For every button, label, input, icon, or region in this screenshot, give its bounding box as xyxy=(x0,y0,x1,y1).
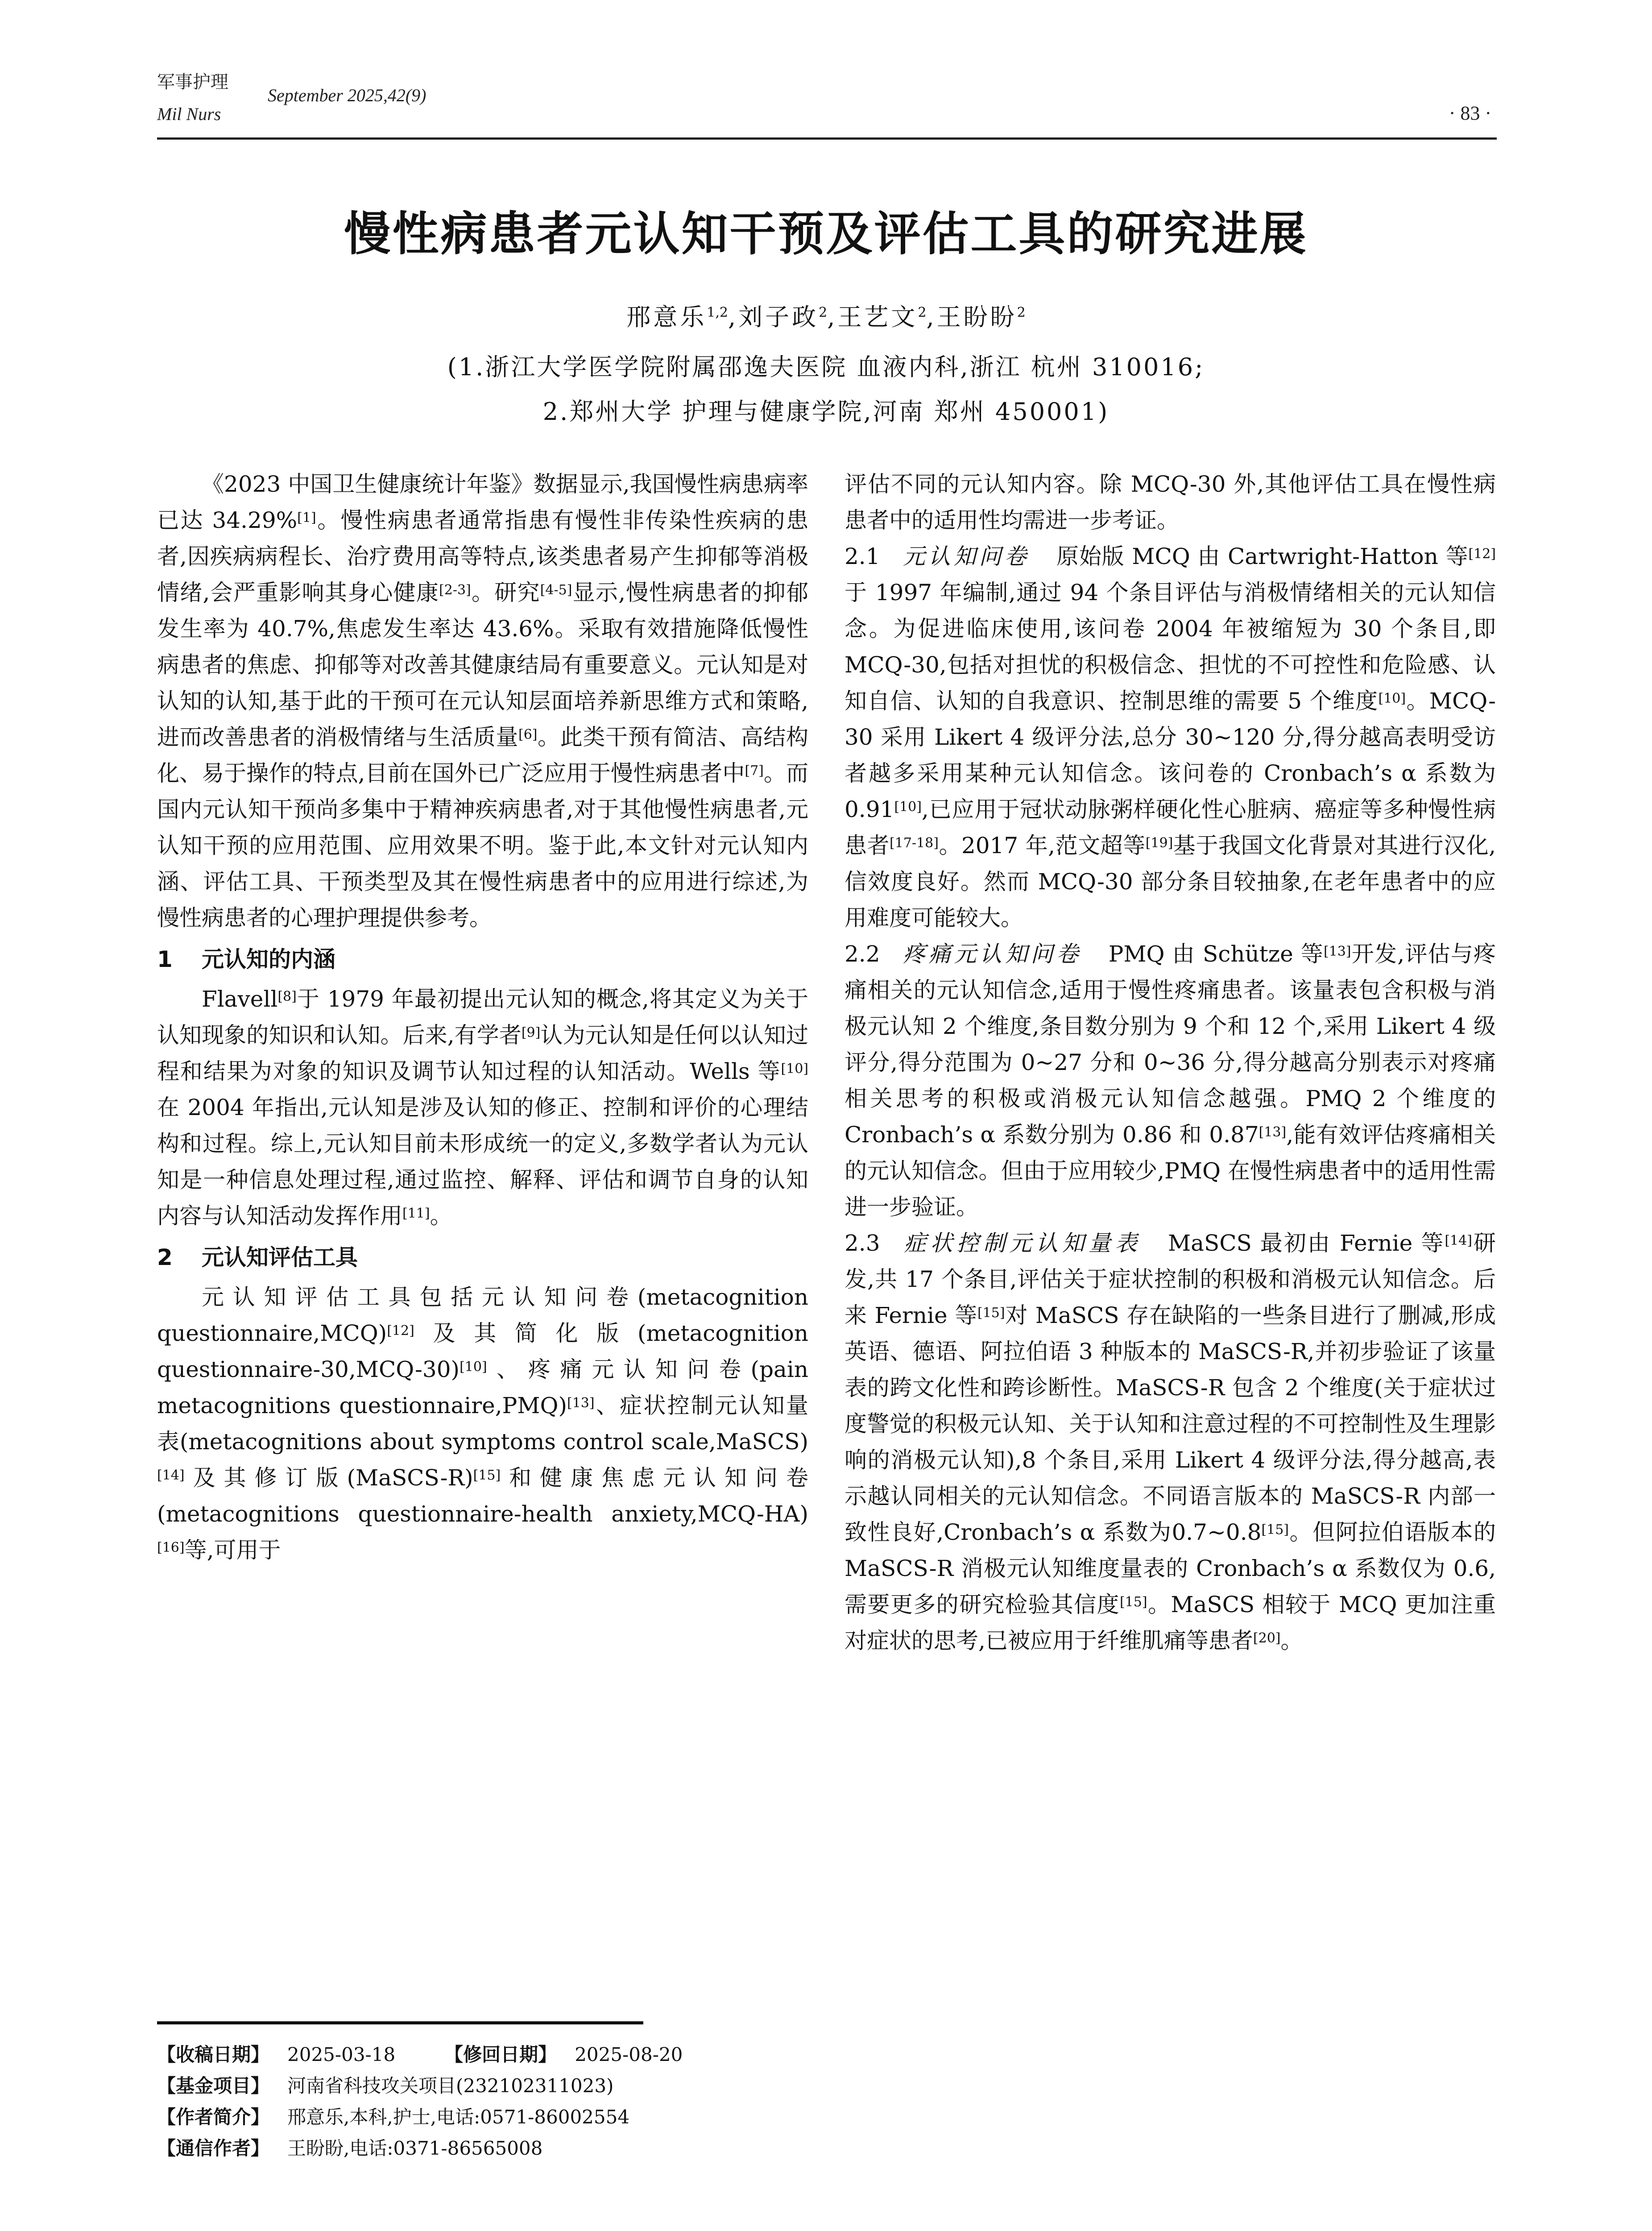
section-number: 1 xyxy=(157,946,173,972)
author-bio-value: 邢意乐,本科,护士,电话:0571-86002554 xyxy=(287,2106,630,2128)
received-date-value: 2025-03-18 xyxy=(287,2044,396,2065)
citation-ref[interactable]: [1] xyxy=(297,510,316,526)
subsection-body: 原始版 MCQ 由 Cartwright-Hatton 等[12]于 1997 年编制,通过 94 个条目评估与消极情绪相关的元认知信念。为促进临床使用,该问卷 2004 年被缩短为 30 个条目,即 MCQ-30,包括对担忧的积极信念、担忧的不可控性和危险感、认知自信、认知的自我意识、控制思维的需要 5 个维度[10]。MCQ-30 采用 Likert 4 级评分法,总分 30~120 分,得分越高表明受访者越多采用某种元认知信念。该问卷的 Cronbach’s α 系数为 0.91[10],已应用于冠状动脉粥样硬化性心脏病、癌症等多种慢性病患者[17-18]。2017 年,范文超等[19]基于我国文化背景对其进行汉化,信效度良好。然而 MCQ-30 部分条目较抽象,在老年患者中的应用难度可能较大。 xyxy=(845,543,1496,931)
citation-ref[interactable]: [15] xyxy=(1261,1522,1289,1538)
page-number: · 83 · xyxy=(1449,102,1491,124)
citation-ref[interactable]: [13] xyxy=(567,1395,595,1411)
received-date-row xyxy=(157,2039,683,2070)
author-affiliation: 2 xyxy=(918,305,927,320)
section-2-paragraph: 元认知评估工具包括元认知问卷(metacognition questionnaire,MCQ)[12]及其简化版(metacognition questionnaire-30,MCQ-30)[10]、疼痛元认知问卷(pain metacognitions questionnaire,PMQ)[13]、症状控制元认知量表(metacognitions about symptoms control scale,MaSCS)[14]及其修订版(MaSCS-R)[15]和健康焦虑元认知问卷(metacognitions questionnaire-health anxiety,MCQ-HA)[16]等,可用于 xyxy=(157,1284,809,1563)
citation-ref[interactable]: [13] xyxy=(1324,944,1351,959)
journal-name-en: Mil Nurs xyxy=(157,104,221,124)
author-affiliation: 2 xyxy=(819,305,828,320)
citation-ref[interactable]: [10] xyxy=(1378,691,1406,706)
section-title: 元认知的内涵 xyxy=(202,946,335,972)
citation-ref[interactable]: [10] xyxy=(781,1061,808,1077)
subsection-number: 2.1 xyxy=(845,543,880,569)
footnote-rule xyxy=(157,2021,643,2024)
received-date-label: 【收稿日期】 xyxy=(157,2044,270,2065)
section-title: 元认知评估工具 xyxy=(202,1244,358,1270)
citation-ref[interactable]: [6] xyxy=(518,727,538,742)
author-affiliation: 2 xyxy=(1017,305,1026,320)
subsection-title: 疼痛元认知问卷 xyxy=(903,941,1082,967)
citation-ref[interactable]: [16] xyxy=(157,1540,185,1555)
author-name: 王盼盼 xyxy=(936,303,1017,331)
corresponding-author-label: 【通信作者】 xyxy=(157,2137,270,2159)
citation-ref[interactable]: [11] xyxy=(402,1206,430,1221)
citation-ref[interactable]: [12] xyxy=(387,1323,414,1339)
journal-name-cn: 军事护理 xyxy=(157,72,228,92)
author-list: 邢意乐$^{1,2}$,刘子政$^2$,王艺文$^2$,王盼盼$^2$ xyxy=(626,303,1026,331)
fund-label: 【基金项目】 xyxy=(157,2075,270,2097)
subsection-2-2 xyxy=(845,936,1496,1225)
subsection-title: 症状控制元认知量表 xyxy=(903,1230,1141,1256)
subsection-body: PMQ 由 Schütze 等[13]开发,评估与疼痛相关的元认知信念,适用于慢性疼痛患者。该量表包含积极与消极元认知 2 个维度,条目数分别为 9 个和 12 个,采用 Likert 4 级评分,得分范围为 0~27 分和 0~36 分,得分越高分别表示对疼痛相关思考的积极或消极元认知信念越强。PMQ 2 个维度的 Cronbach’s α 系数分别为 0.86 和 0.87[13],能有效评估疼痛相关的元认知信念。但由于应用较少,PMQ 在慢性病患者中的适用性需进一步验证。 xyxy=(845,941,1496,1220)
citation-ref[interactable]: [9] xyxy=(521,1025,541,1041)
right-column xyxy=(845,466,1496,1659)
citation-ref[interactable]: [14] xyxy=(157,1468,185,1483)
article-title: 慢性病患者元认知干预及评估工具的研究进展 xyxy=(344,207,1308,261)
citation-ref[interactable]: [17-18] xyxy=(890,835,939,851)
citation-ref[interactable]: [2-3] xyxy=(439,582,471,598)
affiliation-1: (1.浙江大学医学院附属邵逸夫医院 血液内科,浙江 杭州 310016; xyxy=(447,353,1205,381)
citation-ref[interactable]: [13] xyxy=(1259,1124,1287,1140)
citation-ref[interactable]: [15] xyxy=(473,1468,501,1483)
subsection-2-3 xyxy=(845,1225,1496,1659)
citation-ref[interactable]: [4-5] xyxy=(540,582,572,598)
fund-value: 河南省科技攻关项目(232102311023) xyxy=(287,2075,614,2097)
intro-paragraph: 《2023 中国卫生健康统计年鉴》数据显示,我国慢性病患病率已达 34.29%[1]。慢性病患者通常指患有慢性非传染性疾病的患者,因疾病病程长、治疗费用高等特点,该类患者易产生抑郁等消极情绪,会严重影响其身心健康[2-3]。研究[4-5]显示,慢性病患者的抑郁发生率为 40.7%,焦虑发生率达 43.6%。采取有效措施降低慢性病患者的焦虑、抑郁等对改善其健康结局有重要意义。元认知是对认知的认知,基于此的干预可在元认知层面培养新思维方式和策略,进而改善患者的消极情绪与生活质量[6]。此类干预有简洁、高结构化、易于操作的特点,目前在国外已广泛应用于慢性病患者中[7]。而国内元认知干预尚多集中于精神疾病患者,对于其他慢性病患者,元认知干预的应用范围、应用效果不明。鉴于此,本文针对元认知内涵、评估工具、干预类型及其在慢性病患者中的应用进行综述,为慢性病患者的心理护理提供参考。 xyxy=(157,471,809,931)
citation-ref[interactable]: [10] xyxy=(460,1359,487,1375)
affiliation-2: 2.郑州大学 护理与健康学院,河南 郑州 450001) xyxy=(542,398,1110,426)
left-column xyxy=(157,466,808,1568)
header-rule xyxy=(157,137,1497,140)
author-name: 刘子政 xyxy=(738,303,819,331)
issue-date: September 2025,42(9) xyxy=(268,85,426,105)
fund-row xyxy=(157,2070,683,2102)
author-name: 邢意乐 xyxy=(626,303,707,331)
citation-ref[interactable]: [8] xyxy=(277,989,297,1004)
author-name: 王艺文 xyxy=(837,303,918,331)
author-bio-row xyxy=(157,2102,683,2133)
citation-ref[interactable]: [15] xyxy=(977,1305,1005,1321)
subsection-2-1 xyxy=(845,539,1496,936)
section-number: 2 xyxy=(157,1244,173,1270)
section-heading-2 xyxy=(157,1240,808,1276)
citation-ref[interactable]: [12] xyxy=(1468,546,1496,562)
revised-date-value: 2025-08-20 xyxy=(575,2044,683,2065)
subsection-title: 元认知问卷 xyxy=(903,543,1030,569)
subsection-body: MaSCS 最初由 Fernie 等[14]研发,共 17 个条目,评估关于症状控制的积极和消极元认知信念。后来 Fernie 等[15]对 MaSCS 存在缺陷的一些条目进行了删减,形成英语、德语、阿拉伯语 3 种版本的 MaSCS-R,并初步验证了该量表的跨文化性和跨诊断性。MaSCS-R 包含 2 个维度(关于症状过度警觉的积极元认知、关于认知和注意过程的不可控制性及生理影响的消极元认知),8 个条目,采用 Likert 4 级评分法,得分越高,表示越认同相关的元认知信念。不同语言版本的 MaSCS-R 内部一致性良好,Cronbach’s α 系数为0.7~0.8[15]。但阿拉伯语版本的 MaSCS-R 消极元认知维度量表的 Cronbach’s α 系数仅为 0.6,需要更多的研究检验其信度[15]。MaSCS 相较于 MCQ 更加注重对症状的思考,已被应用于纤维肌痛等患者[20]。 xyxy=(845,1230,1496,1654)
citation-ref[interactable]: [14] xyxy=(1445,1233,1472,1248)
section-heading-1 xyxy=(157,941,808,978)
corresponding-author-row xyxy=(157,2133,683,2164)
citation-ref[interactable]: [10] xyxy=(894,799,922,815)
author-affiliation: 1,2 xyxy=(707,305,728,320)
continued-paragraph: 评估不同的元认知内容。除 MCQ-30 外,其他评估工具在慢性病患者中的适用性均需进一步考证。 xyxy=(845,471,1496,533)
corresponding-author-value: 王盼盼,电话:0371-86565008 xyxy=(287,2137,543,2159)
section-1-paragraph: Flavell[8]于 1979 年最初提出元认知的概念,将其定义为关于认知现象的知识和认知。后来,有学者[9]认为元认知是任何以认知过程和结果为对象的知识及调节认知过程的认知活动。Wells 等[10]在 2004 年指出,元认知是涉及认知的修正、控制和评价的心理结构和过程。综上,元认知目前未形成统一的定义,多数学者认为元认知是一种信息处理过程,通过监控、解释、评估和调节自身的认知内容与认知活动发挥作用[11]。 xyxy=(157,986,808,1229)
subsection-number: 2.2 xyxy=(845,941,880,967)
author-bio-label: 【作者简介】 xyxy=(157,2106,270,2128)
revised-date-label: 【修回日期】 xyxy=(444,2044,557,2065)
subsection-number: 2.3 xyxy=(845,1230,880,1256)
article-footnotes xyxy=(157,2039,683,2164)
citation-ref[interactable]: [7] xyxy=(745,763,764,779)
citation-ref[interactable]: [15] xyxy=(1119,1594,1147,1610)
citation-ref[interactable]: [19] xyxy=(1145,835,1173,851)
citation-ref[interactable]: [20] xyxy=(1253,1630,1281,1646)
